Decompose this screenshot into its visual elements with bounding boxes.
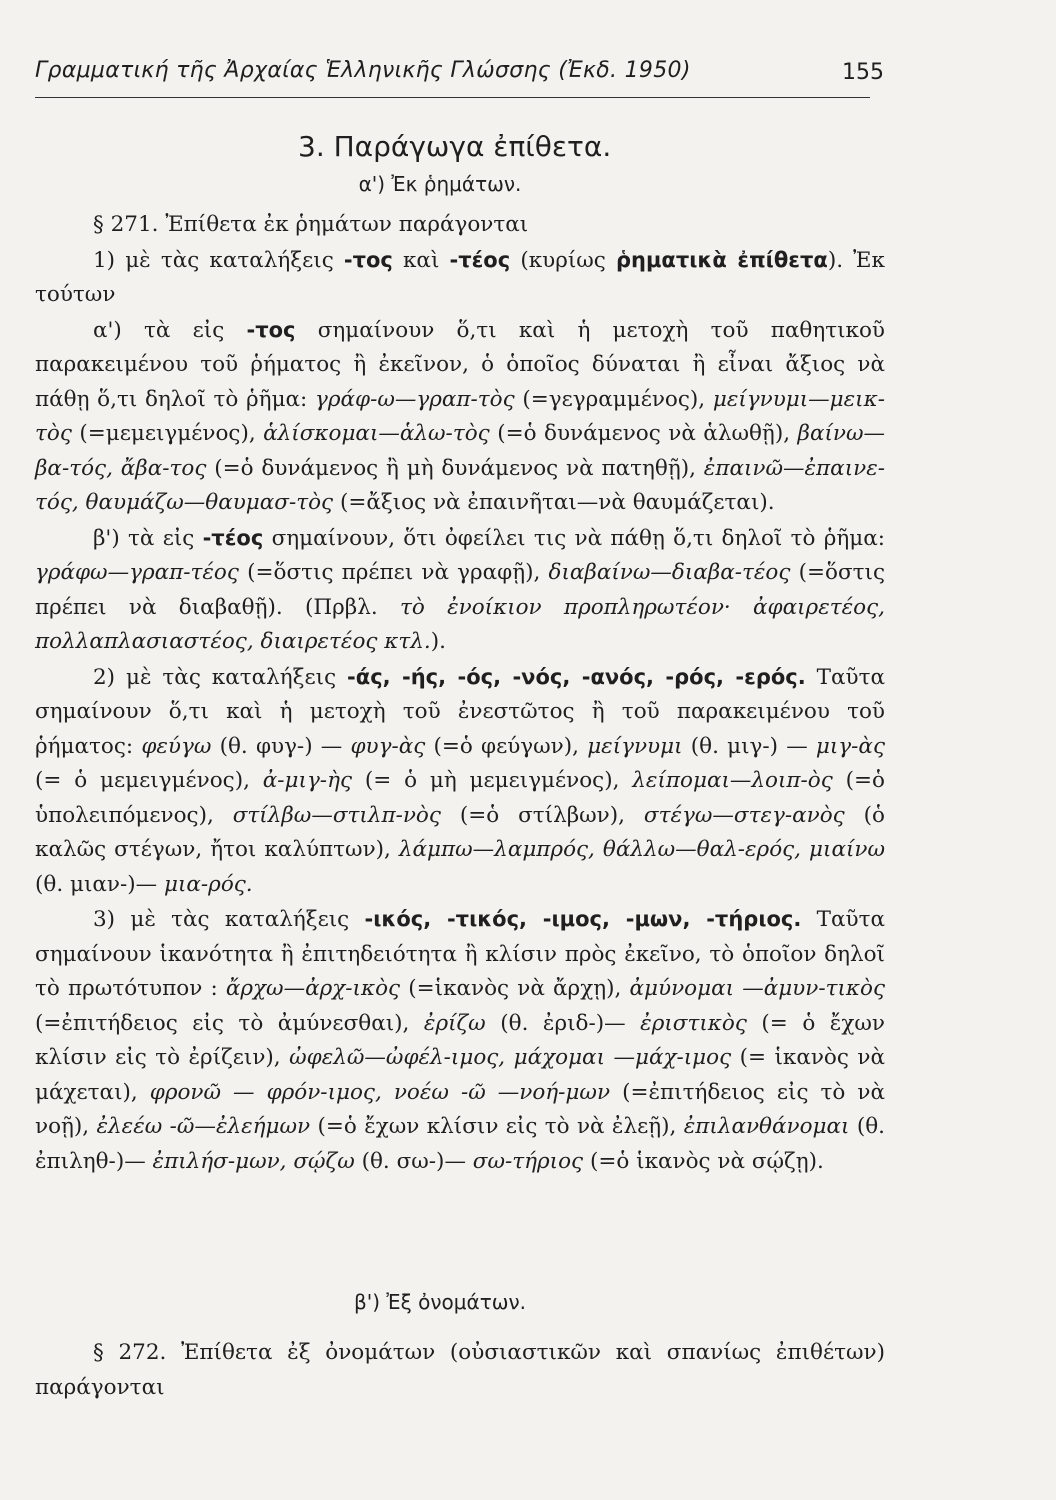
subsection-heading-a: α') Ἐκ ῥημάτων. <box>358 172 522 196</box>
paragraph-271-intro: § 271. Ἐπίθετα ἐκ ῥημάτων παράγονται <box>93 212 529 237</box>
section-271 <box>35 208 885 1179</box>
subsection-heading-b: β') Ἐξ ὀνομάτων. <box>353 1290 527 1314</box>
rule-1: 1) μὲ τὰς καταλήξεις -τος καὶ -τέος (κυρίως ῥηματικὰ ἐπίθετα). Ἐκ τούτων <box>35 247 885 307</box>
running-title: Γραμματική τῆς Ἀρχαίας Ἑλληνικῆς Γλώσσης (Ἐκδ. 1950) <box>35 58 691 83</box>
rule-1a: α') τὰ εἰς -τος σημαίνουν ὅ,τι καὶ ἡ μετοχὴ τοῦ παθητικοῦ παρακειμένου τοῦ ῥήματος ἢ ἐκεῖνον, ὁ ὁποῖος δύναται ἢ εἶναι ἄξιος νὰ πάθῃ ὅ,τι δηλοῖ τὸ ῥῆμα: γράφ-ω—γραπ-τὸς (=γεγραμμένος), μείγνυμι—μεικ-τὸς (=μεμειγμένος), ἁλίσκομαι—ἁλω-τὸς (=ὁ δυνάμενος νὰ ἁλωθῇ), βαίνω—βα-τός, ἄβα-τος (=ὁ δυνάμενος ἢ μὴ δυνάμενος νὰ πατηθῇ), ἐπαινῶ—ἐπαινε-τός, θαυμάζω—θαυμασ-τὸς (=ἄξιος νὰ ἐπαινῆται—νὰ θαυμάζεται). <box>35 317 886 515</box>
page-number: 155 <box>842 60 884 85</box>
paragraph-number: § 272. <box>93 1340 167 1365</box>
rule-1b: β') τὰ εἰς -τέος σημαίνουν, ὅτι ὀφείλει τις νὰ πάθῃ ὅ,τι δηλοῖ τὸ ῥῆμα: γράφω—γραπ-τέος (=ὅστις πρέπει νὰ γραφῇ), διαβαίνω—διαβα-τέος (=ὅστις πρέπει νὰ διαβαθῇ). (Πρβλ. τὸ ἐνοίκιον προπληρωτέον· ἀφαιρετέος, πολλαπλασιαστέος, διαιρετέος κτλ.). <box>35 525 885 654</box>
section-272 <box>35 1336 885 1405</box>
section-title: 3. Παράγωγα ἐπίθετα. <box>298 130 612 163</box>
rule-3: 3) μὲ τὰς καταλήξεις -ικός, -τικός, -ιμος, -μων, -τήριος. Ταῦτα σημαίνουν ἱκανότητα ἢ ἐπιτηδειότητα ἢ κλίσιν πρὸς ἐκεῖνο, τὸ ὁποῖον δηλοῖ τὸ πρωτότυπον : ἄρχω—ἀρχ-ικὸς (=ἱκανὸς νὰ ἄρχῃ), ἀμύνομαι —ἀμυν-τικὸς (=ἐπιτήδειος εἰς τὸ ἀμύνεσθαι), ἐρίζω (θ. ἐριδ-)— ἐριστικὸς (= ὁ ἔχων κλίσιν εἰς τὸ ἐρίζειν), ὠφελῶ—ὠφέλ-ιμος, μάχομαι —μάχ-ιμος (= ἱκανὸς νὰ μάχεται), φρονῶ — φρόν-ιμος, νοέω -ῶ —νοή-μων (=ἐπιτήδειος εἰς τὸ νὰ νοῇ), ἐλεέω -ῶ—ἐλεήμων (=ὁ ἔχων κλίσιν εἰς τὸ νὰ ἐλεῇ), ἐπιλανθάνομαι (θ. ἐπιληθ-)— ἐπιλήσ-μων, σῴζω (θ. σω-)— σω-τήριος (=ὁ ἱκανὸς νὰ σῴζῃ). <box>35 907 885 1174</box>
rule-2: 2) μὲ τὰς καταλήξεις -άς, -ής, -ός, -νός, -ανός, -ρός, -ερός. Ταῦτα σημαίνουν ὅ,τι καὶ ἡ μετοχὴ τοῦ ἐνεστῶτος ἢ τοῦ παρακειμένου τοῦ ῥήματος: φεύγω (θ. φυγ-) — φυγ-ὰς (=ὁ φεύγων), μείγνυμι (θ. μιγ-) — μιγ-ὰς (= ὁ μεμειγμένος), ἀ-μιγ-ὴς (= ὁ μὴ μεμειγμένος), λείπομαι—λοιπ-ὸς (=ὁ ὑπολειπόμενος), στίλβω—στιλπ-νὸς (=ὁ στίλβων), στέγω—στεγ-ανὸς (ὁ καλῶς στέγων, ἤτοι καλύπτων), λάμπω—λαμπρός, θάλλω—θαλ-ερός, μιαίνω (θ. μιαν-)— μια-ρός. <box>35 664 885 897</box>
paragraph-272-intro: § 272. Ἐπίθετα ἐξ ὀνομάτων (οὐσιαστικῶν καὶ σπανίως ἐπιθέτων) παράγονται <box>35 1340 885 1400</box>
paragraph-number: § 271. <box>93 212 159 237</box>
header-rule <box>35 97 870 98</box>
